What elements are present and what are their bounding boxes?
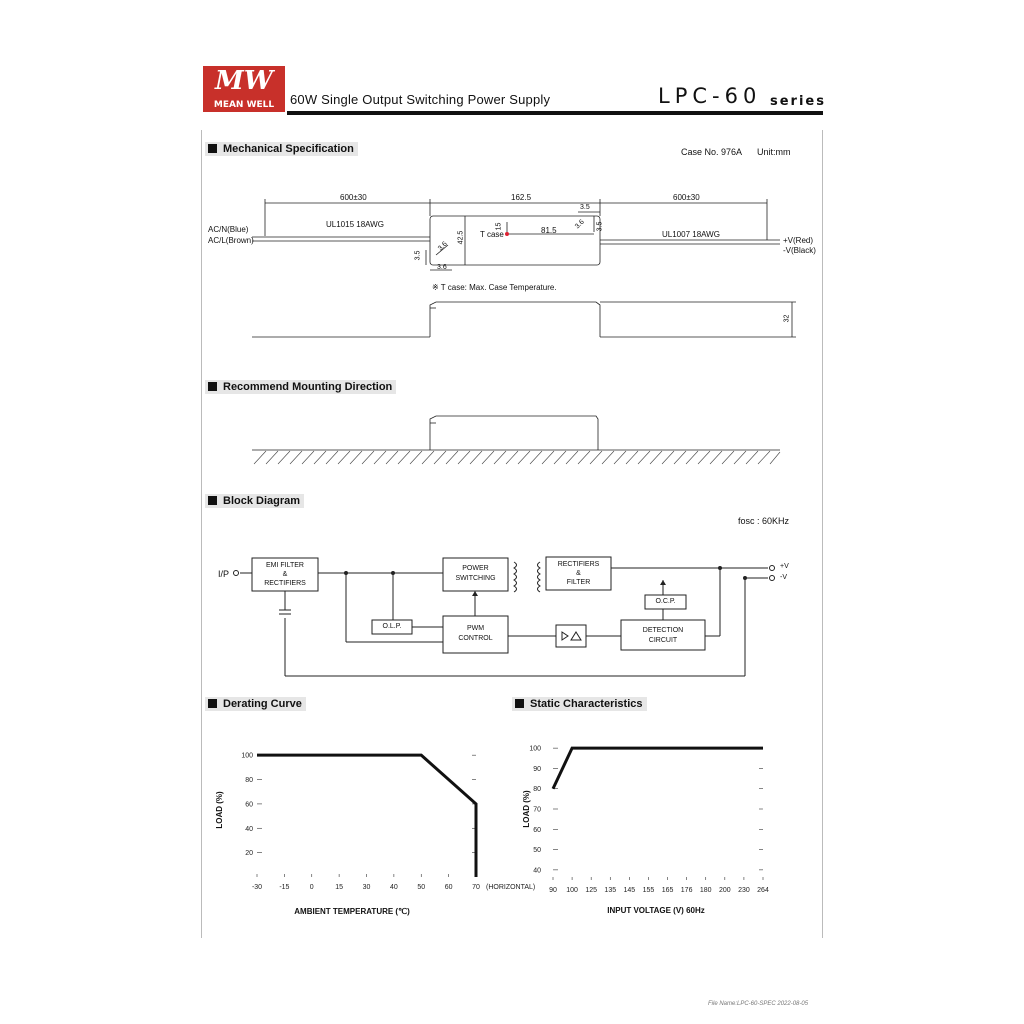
y-tick-label: 80 — [245, 777, 253, 785]
ps-line-1: POWER — [462, 565, 489, 572]
pwm-line-1: PWM — [466, 625, 485, 632]
y-tick-label: 40 — [533, 867, 541, 875]
x-tick-label: 180 — [699, 887, 712, 894]
emi-line-3: RECTIFIERS — [264, 580, 306, 587]
t-case-note: ※ T case: Max. Case Temperature. — [432, 283, 557, 292]
rf-line-3: FILTER — [566, 579, 591, 586]
document-subtitle: 60W Single Output Switching Power Supply — [290, 92, 551, 107]
y-tick-label: 90 — [533, 765, 541, 773]
ac-n-label: AC/N(Blue) — [208, 225, 249, 234]
x-tick-label: 135 — [604, 887, 617, 894]
olp-block: O.L.P. — [382, 623, 402, 630]
dim-3-6-bottom: 3.6 — [437, 264, 447, 271]
x-tick-label: 50 — [417, 884, 426, 891]
x-tick-label: 200 — [718, 887, 731, 894]
y-tick-label: 100 — [529, 745, 541, 753]
dim-3-6-right: 3.6 — [573, 218, 586, 231]
section-mounting-title: Recommend Mounting Direction — [223, 381, 393, 393]
section-mechanical-title: Mechanical Specification — [223, 143, 354, 155]
x-suffix-label: (HORIZONTAL) — [486, 884, 536, 891]
x-tick-label: 60 — [444, 884, 453, 891]
x-tick-label: 40 — [389, 884, 398, 891]
section-static — [512, 697, 647, 711]
x-tick-label: 176 — [680, 887, 693, 894]
derating-line — [257, 755, 476, 877]
x-axis-label: AMBIENT TEMPERATURE (℃) — [294, 907, 410, 916]
x-tick-label: -30 — [251, 884, 263, 891]
y-tick-label: 20 — [245, 850, 253, 858]
rf-line-1: RECTIFIERS — [557, 561, 600, 568]
unit-label: Unit:mm — [757, 147, 791, 157]
emi-line-1: EMI FILTER — [266, 562, 304, 569]
dim-42-5: 42.5 — [457, 230, 465, 245]
static-line — [553, 748, 763, 789]
logo-text: MEAN WELL — [213, 100, 275, 110]
y-tick-label: 50 — [533, 847, 541, 855]
dim-3-5-left: 3.5 — [414, 250, 422, 261]
x-tick-label: 0 — [309, 884, 314, 891]
case-number: Case No. 976A — [681, 147, 743, 157]
x-tick-label: 155 — [642, 887, 655, 894]
output-pos-label: +V — [780, 563, 789, 570]
bullet-icon — [515, 699, 524, 708]
x-tick-label: 264 — [757, 887, 769, 894]
ocp-block: O.C.P. — [655, 598, 676, 605]
dim-3-6-left: 3.6 — [436, 240, 449, 253]
x-tick-label: 30 — [362, 884, 371, 891]
output-neg-label: -V — [780, 574, 787, 581]
x-tick-label: 125 — [585, 887, 598, 894]
x-tick-label: 70 — [472, 884, 480, 891]
section-derating — [205, 697, 306, 711]
input-cable-spec: UL1015 18AWG — [326, 220, 384, 229]
dim-3-5-top: 3.5 — [580, 204, 590, 211]
x-tick-label: 165 — [661, 887, 674, 894]
ps-line-2: SWITCHING — [455, 575, 496, 582]
y-axis-label: LOAD (%) — [215, 791, 224, 829]
model-series: series — [770, 94, 826, 109]
bullet-icon — [208, 699, 217, 708]
dim-3-5-right: 3.5 — [596, 221, 604, 232]
v-pos-label: +V(Red) — [783, 236, 814, 245]
section-static-title: Static Characteristics — [530, 698, 643, 710]
dim-body-length: 162.5 — [511, 193, 532, 202]
y-tick-label: 60 — [533, 826, 541, 834]
fosc-label: fosc : 60KHz — [738, 516, 790, 526]
x-tick-label: -15 — [279, 884, 290, 891]
dim-left-cable: 600±30 — [340, 193, 367, 202]
v-neg-label: -V(Black) — [783, 246, 816, 255]
y-tick-label: 100 — [241, 752, 253, 760]
x-tick-label: 100 — [566, 887, 578, 894]
rf-line-2: & — [576, 570, 581, 577]
rectifiers-filter-block — [546, 560, 611, 587]
detection-circuit-block — [621, 626, 705, 646]
power-switching-block — [443, 564, 508, 584]
det-line-2: CIRCUIT — [648, 637, 678, 644]
y-axis-label: LOAD (%) — [522, 790, 531, 828]
y-tick-label: 40 — [245, 825, 253, 833]
emi-filter-block — [252, 561, 318, 588]
model-name: LPC-60 — [658, 84, 762, 108]
input-label: I/P — [218, 569, 230, 579]
ac-l-label: AC/L(Brown) — [208, 236, 254, 245]
pwm-control-block — [443, 624, 508, 644]
y-tick-label: 70 — [533, 806, 541, 814]
logo-mark: MW — [215, 66, 273, 96]
dim-15: 15 — [495, 222, 503, 231]
pwm-line-2: CONTROL — [458, 635, 493, 642]
x-tick-label: 230 — [738, 887, 750, 894]
t-case-label: T case — [480, 230, 504, 239]
emi-line-2: & — [282, 571, 288, 578]
file-name-footer: File Name:LPC-60-SPEC 2022-08-05 — [708, 1001, 809, 1007]
dim-81-5: 81.5 — [541, 226, 557, 235]
section-derating-title: Derating Curve — [223, 698, 302, 710]
output-cable-spec: UL1007 18AWG — [662, 230, 720, 239]
det-line-1: DETECTION — [642, 627, 684, 634]
static-chart — [515, 730, 785, 930]
x-tick-label: 15 — [335, 884, 344, 891]
section-block-title: Block Diagram — [223, 495, 301, 507]
y-tick-label: 80 — [533, 786, 541, 794]
x-axis-label: INPUT VOLTAGE (V) 60Hz — [607, 906, 705, 915]
x-tick-label: 145 — [623, 887, 636, 894]
x-tick-label: 90 — [549, 887, 557, 894]
dim-right-cable: 600±30 — [673, 193, 700, 202]
dim-height-32: 32 — [783, 314, 791, 323]
derating-chart — [210, 735, 536, 930]
y-tick-label: 60 — [245, 801, 253, 809]
